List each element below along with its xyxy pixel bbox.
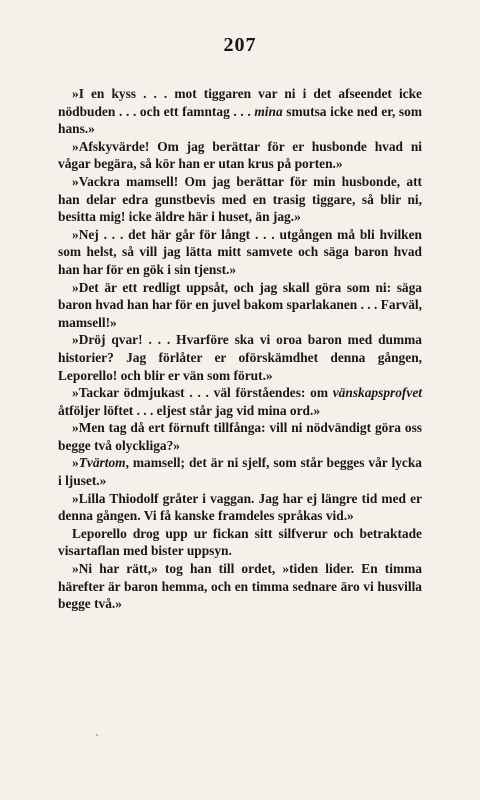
text-run: »Lilla Thiodolf gråter i vaggan. Jag har ej längre tid med er denna gången. Vi få kanske framdeles språkas vid.» [58,490,422,524]
emphasized-text: vänskapsprofvet [332,385,422,401]
paragraph [58,490,422,525]
paragraph [58,279,422,332]
paragraph [58,85,422,138]
emphasized-text: Tvärtom [78,455,126,471]
text-run: »Nej . . . det här går för långt . . . utgången må bli hvilken som helst, så vill jag lätta mitt samvete och säga baron hvad han har för en gök i sin tjenst.» [58,226,422,277]
text-run: »Dröj qvar! . . . Hvarföre ska vi oroa baron med dumma historier? Jag förlåter er oförskämdhet denna gången, Leporello! och blir er vän som förut.» [58,332,422,383]
text-run: åtföljer löftet . . . eljest står jag vid mina ord.» [58,402,321,418]
paragraph [58,138,422,173]
text-run: »Afskyvärde! Om jag berättar för er husbonde hvad ni vågar begära, så kör han er utan krus på porten.» [58,138,422,172]
text-run: , mamsell; det är ni sjelf, som står begges vår lycka i ljuset.» [58,455,422,489]
text-run: »Det är ett redligt uppsåt, och jag skall göra som ni: säga baron hvad han har för en juvel bakom sparlakanen . . . Farväl, mamsell!» [58,279,422,330]
text-run: »I en kyss . . . mot tiggaren var ni i det afseendet icke nödbuden . . . och ett famntag . . . [58,86,422,119]
paragraph [58,525,422,560]
paragraph [58,173,422,226]
page-number: 207 [223,34,257,56]
text-run: »Tackar ödmjukast . . . väl förståendes: om [72,385,333,401]
body-text [58,85,422,613]
paragraph [58,560,422,613]
text-run: »Men tag då ert förnuft tillfånga: vill ni nödvändigt göra oss begge två olyckliga?» [58,420,422,453]
text-run: » [72,455,79,471]
paragraph [58,331,422,384]
print-speck [96,734,98,736]
text-run: smutsa icke ned er, som hans.» [58,103,422,137]
paragraph [58,384,422,419]
emphasized-text: mina [254,103,283,119]
text-run: »Vackra mamsell! Om jag berättar för min husbonde, att han delar edra gunstbevis med en trasig tiggare, så blir ni, besitta mig! icke äldre här i huset, än jag.» [58,173,422,225]
paragraph [58,226,422,279]
text-run: Leporello drog upp ur fickan sitt silfverur och betraktade visartaflan med bister uppsyn. [58,525,422,559]
paragraph [58,454,422,489]
paragraph [58,419,422,454]
text-run: »Ni har rätt,» tog han till ordet, »tiden lider. En timma härefter är baron hemma, och en timma sednare äro vi husvilla begge två.» [58,561,422,612]
